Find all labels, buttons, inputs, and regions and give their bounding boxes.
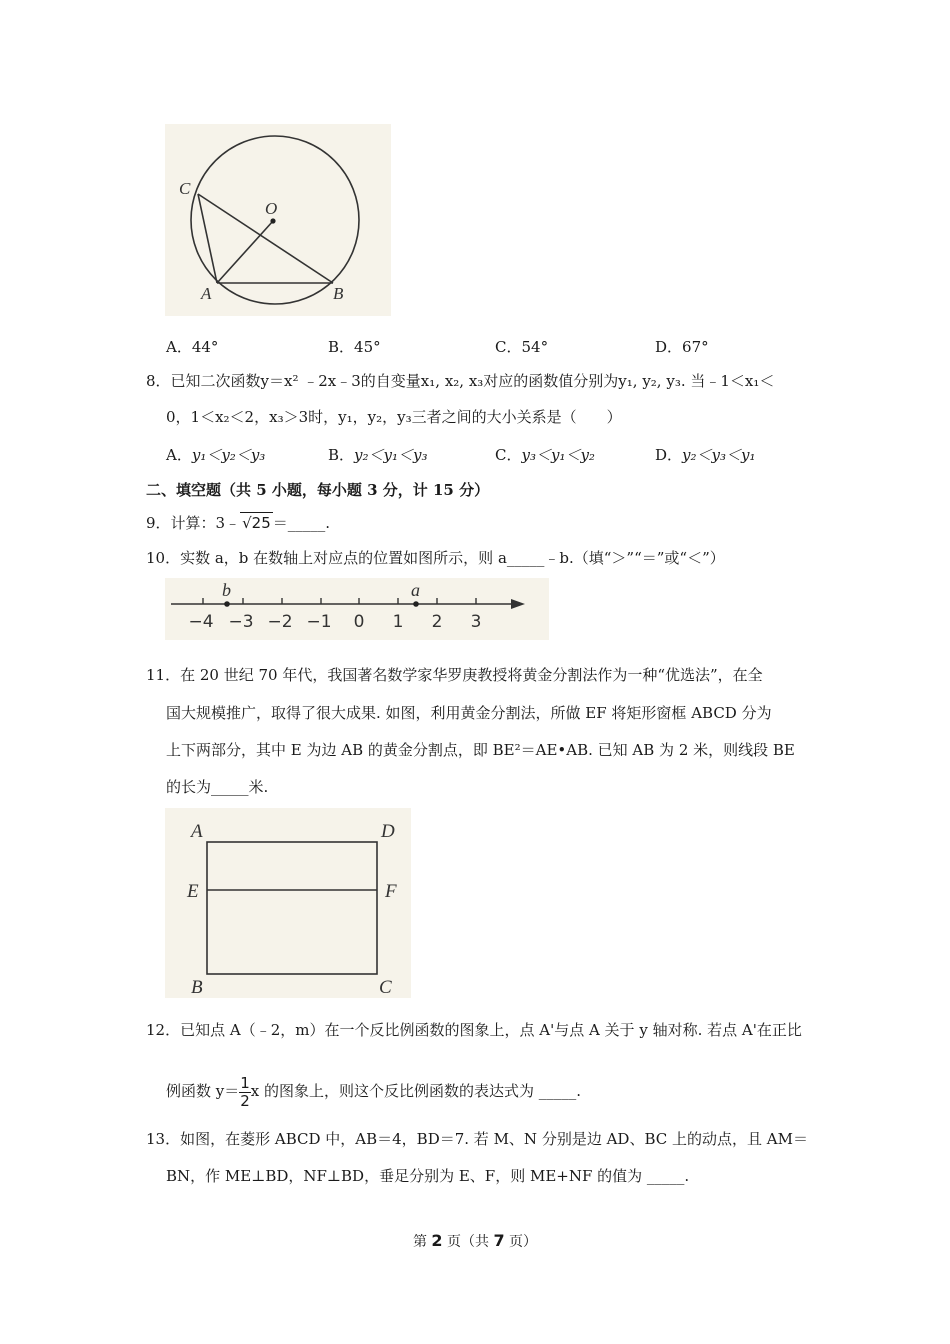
q8-option-d: D．y₂＜y₃＜y₁	[655, 446, 756, 464]
q10-number-line-figure	[165, 578, 549, 640]
section-2-title: 二、填空题（共 5 小题，每小题 3 分，计 15 分）	[146, 481, 490, 499]
q7-label-A: A	[201, 284, 212, 303]
q10-tick-label: −1	[306, 612, 332, 632]
q8-line-1: 8．已知二次函数y＝x² ﹣2x﹣3的自变量x₁, x₂, x₃对应的函数值分别为y₁, y₂, y₃. 当﹣1＜x₁＜	[146, 372, 775, 390]
q12-fraction: $\frac{1}{2}$	[240, 1073, 250, 1110]
q11-line-3: 上下两部分，其中 E 为边 AB 的黄金分割点，即 BE²＝AE•AB. 已知 AB 为 2 米，则线段 BE	[166, 741, 795, 759]
q11-label-B: B	[191, 977, 203, 998]
q11-rectangle-figure	[165, 808, 411, 998]
page-footer: 第 2 页（共 7 页）	[412, 1231, 538, 1250]
q10-tick-label: −2	[267, 612, 293, 632]
q10-tick-label: 1	[392, 612, 404, 632]
q8-line-2: 0，1＜x₂＜2，x₃＞3时，y₁，y₂，y₃三者之间的大小关系是（ ）	[166, 408, 622, 426]
q8-option-a: A．y₁＜y₂＜y₃	[166, 446, 266, 464]
q11-line-2: 国大规模推广，取得了很大成果. 如图，利用黄金分割法，所做 EF 将矩形窗框 ABCD 分为	[166, 704, 772, 722]
q9-line: 9．计算：3﹣ √25 ＝_____.	[146, 514, 331, 532]
q12-line-1: 12．已知点 A（﹣2，m）在一个反比例函数的图象上，点 A'与点 A 关于 y 轴对称. 若点 A'在正比	[146, 1021, 802, 1039]
q9-sqrt: √25	[242, 514, 271, 532]
footer-page-number: 2	[431, 1231, 443, 1250]
q11-line-4: 的长为_____米.	[166, 778, 269, 796]
q7-option-a: A．44°	[166, 338, 219, 356]
q7-label-O: O	[265, 199, 278, 218]
q10-tick-label: 0	[353, 612, 365, 632]
q7-option-c: C．54°	[495, 338, 549, 356]
q10-label-b: b	[222, 580, 231, 600]
q10-line: 10．实数 a，b 在数轴上对应点的位置如图所示，则 a_____﹣b.（填“＞”“＝”或“＜”）	[146, 549, 725, 567]
q11-label-C: C	[379, 977, 392, 998]
q11-label-F: F	[385, 881, 397, 902]
q10-tick-label: 3	[470, 612, 482, 632]
q7-label-B: B	[333, 284, 344, 303]
q10-label-a: a	[411, 580, 420, 600]
q10-tick-label: 2	[431, 612, 443, 632]
footer-total-pages: 7	[493, 1231, 505, 1250]
q8-option-c: C．y₃＜y₁＜y₂	[495, 446, 595, 464]
q7-circle-figure	[165, 124, 391, 316]
q13-line-1: 13．如图，在菱形 ABCD 中，AB＝4，BD＝7. 若 M、N 分别是边 AD、BC 上的动点，且 AM＝	[146, 1130, 808, 1148]
q10-tick-label: −3	[228, 612, 254, 632]
q8-option-b: B．y₂＜y₁＜y₃	[328, 446, 428, 464]
q11-label-D: D	[381, 821, 395, 842]
q12-line-2: 例函数 y＝ $\frac{1}{2}$ x 的图象上，则这个反比例函数的表达式为 _____.	[166, 1073, 582, 1110]
q11-label-A: A	[191, 821, 203, 842]
q7-option-d: D．67°	[655, 338, 709, 356]
q7-option-b: B．45°	[328, 338, 381, 356]
q11-line-1: 11．在 20 世纪 70 年代，我国著名数学家华罗庚教授将黄金分割法作为一种“优选法”，在全	[146, 666, 763, 684]
q13-line-2: BN，作 ME⊥BD，NF⊥BD，垂足分别为 E、F，则 ME+NF 的值为 _____.	[166, 1167, 690, 1185]
q10-tick-label: −4	[188, 612, 214, 632]
q7-label-C: C	[179, 179, 191, 198]
q11-label-E: E	[187, 881, 199, 902]
